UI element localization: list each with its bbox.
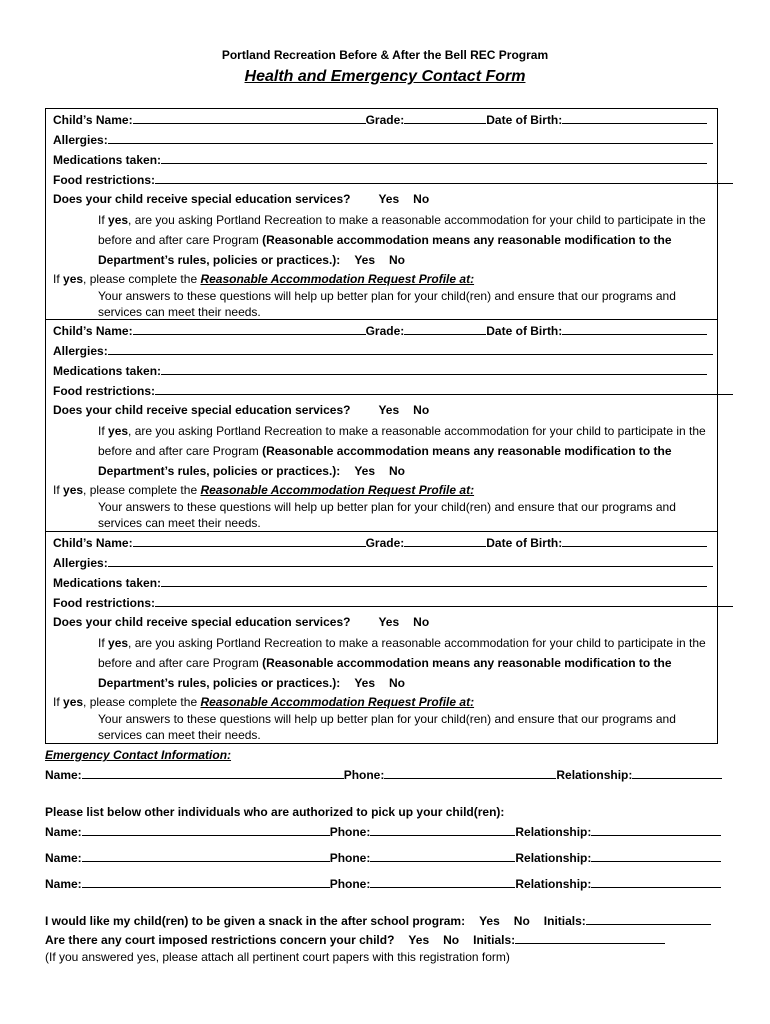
accommodation-yes-word: yes: [108, 213, 129, 227]
profile-link[interactable]: Reasonable Accommodation Request Profile at:: [200, 272, 475, 286]
profile-if: If: [53, 695, 64, 709]
grade-label: Grade:: [365, 536, 405, 550]
food-label: Food restrictions:: [53, 384, 156, 398]
dob-label: Date of Birth:: [486, 324, 563, 338]
accommodation-question: [98, 210, 708, 270]
child-name-label: Child’s Name:: [53, 113, 133, 127]
court-note: (If you answered yes, please attach all pertinent court papers with this registration form): [45, 950, 510, 964]
medications-label: Medications taken:: [53, 153, 162, 167]
medications-row: [53, 363, 707, 378]
child-name-label: Child’s Name:: [53, 536, 133, 550]
answers-note: Your answers to these questions will help up better plan for your child(ren) and ensure that our programs and services can meet their needs.: [98, 712, 676, 742]
authorized-name-field[interactable]: [82, 824, 330, 836]
snack-row: [45, 913, 711, 928]
accommodation-yes-option[interactable]: Yes: [354, 676, 376, 690]
medications-row: [53, 152, 707, 167]
snack-initials-field[interactable]: [586, 913, 711, 925]
child-info-block: [45, 532, 718, 744]
snack-question: I would like my child(ren) to be given a snack in the after school program:: [45, 914, 466, 928]
accommodation-text: , are you asking Portland Recreation to make a reasonable accommodation for your child to participate in the before and after care Program: [98, 213, 706, 247]
profile-if: If: [53, 483, 64, 497]
dob-label: Date of Birth:: [486, 536, 563, 550]
medications-row: [53, 575, 707, 590]
profile-link[interactable]: Reasonable Accommodation Request Profile at:: [200, 483, 475, 497]
authorized-relationship-label: Relationship:: [515, 877, 592, 891]
authorized-relationship-field[interactable]: [591, 850, 721, 862]
authorized-name-label: Name:: [45, 851, 82, 865]
emergency-phone-field[interactable]: [384, 767, 556, 779]
allergies-field[interactable]: [108, 343, 713, 355]
court-yes-option[interactable]: Yes: [408, 933, 430, 947]
profile-link[interactable]: Reasonable Accommodation Request Profile at:: [200, 695, 475, 709]
sped-no-option[interactable]: No: [413, 615, 430, 629]
emergency-name-field[interactable]: [82, 767, 344, 779]
food-row: [53, 172, 733, 187]
grade-field[interactable]: [404, 112, 486, 124]
authorized-relationship-field[interactable]: [591, 824, 721, 836]
sped-yes-option[interactable]: Yes: [378, 615, 400, 629]
accommodation-if: If: [98, 636, 109, 650]
child-name-field[interactable]: [133, 112, 366, 124]
court-no-option[interactable]: No: [443, 933, 460, 947]
sped-row: [53, 403, 429, 417]
dob-field[interactable]: [562, 535, 707, 547]
accommodation-yes-word: yes: [108, 424, 129, 438]
accommodation-text: , are you asking Portland Recreation to make a reasonable accommodation for your child to participate in the before and after care Program: [98, 636, 706, 670]
allergies-row: [53, 343, 713, 358]
sped-question: Does your child receive special education services?: [53, 192, 351, 206]
grade-field[interactable]: [404, 535, 486, 547]
sped-row: [53, 615, 429, 629]
accommodation-yes-word: yes: [108, 636, 129, 650]
child-name-row: [53, 112, 707, 127]
child-name-row: [53, 535, 707, 550]
accommodation-if: If: [98, 213, 109, 227]
emergency-heading: Emergency Contact Information:: [45, 748, 232, 762]
allergies-row: [53, 555, 713, 570]
sped-question: Does your child receive special education services?: [53, 615, 351, 629]
dob-field[interactable]: [562, 112, 707, 124]
court-question: Are there any court imposed restrictions concern your child?: [45, 933, 395, 947]
child-name-row: [53, 323, 707, 338]
sped-no-option[interactable]: No: [413, 192, 430, 206]
profile-yes-word: yes: [63, 272, 84, 286]
allergies-field[interactable]: [108, 555, 713, 567]
accommodation-no-option[interactable]: No: [389, 464, 406, 478]
profile-prefix: , please complete the: [83, 483, 201, 497]
accommodation-definition: (Reasonable accommodation means any reasonable modification to the Department’s rules, policies or practices.):: [98, 656, 672, 690]
allergies-field[interactable]: [108, 132, 713, 144]
authorized-name-label: Name:: [45, 877, 82, 891]
authorized-relationship-field[interactable]: [591, 876, 721, 888]
accommodation-no-option[interactable]: No: [389, 676, 406, 690]
emergency-phone-label: Phone:: [343, 768, 385, 782]
food-field[interactable]: [155, 172, 733, 184]
profile-yes-word: yes: [63, 483, 84, 497]
authorized-name-field[interactable]: [82, 850, 330, 862]
child-name-field[interactable]: [133, 535, 366, 547]
allergies-label: Allergies:: [53, 133, 108, 147]
authorized-phone-field[interactable]: [370, 876, 515, 888]
profile-yes-word: yes: [63, 695, 84, 709]
authorized-name-label: Name:: [45, 825, 82, 839]
child-name-field[interactable]: [133, 323, 366, 335]
food-field[interactable]: [155, 595, 733, 607]
emergency-name-label: Name:: [45, 768, 82, 782]
court-row: [45, 932, 665, 947]
authorized-relationship-label: Relationship:: [515, 825, 592, 839]
authorized-contact-row: [45, 876, 721, 891]
allergies-label: Allergies:: [53, 344, 108, 358]
child-name-label: Child’s Name:: [53, 324, 133, 338]
emergency-contact-row: [45, 767, 722, 782]
authorized-name-field[interactable]: [82, 876, 330, 888]
emergency-relationship-field[interactable]: [632, 767, 722, 779]
grade-field[interactable]: [404, 323, 486, 335]
authorized-heading: Please list below other individuals who are authorized to pick up your child(ren):: [45, 805, 505, 819]
medications-field[interactable]: [161, 363, 707, 375]
medications-label: Medications taken:: [53, 576, 162, 590]
allergies-row: [53, 132, 713, 147]
snack-no-option[interactable]: No: [513, 914, 530, 928]
dob-field[interactable]: [562, 323, 707, 335]
accommodation-yes-option[interactable]: Yes: [354, 464, 376, 478]
authorized-phone-label: Phone:: [329, 877, 371, 891]
profile-prefix: , please complete the: [83, 272, 201, 286]
profile-prefix: , please complete the: [83, 695, 201, 709]
food-label: Food restrictions:: [53, 596, 156, 610]
profile-row: [53, 695, 474, 709]
medications-field[interactable]: [161, 152, 707, 164]
food-field[interactable]: [155, 383, 733, 395]
child-info-block: [45, 320, 718, 532]
accommodation-definition: (Reasonable accommodation means any reasonable modification to the Department’s rules, policies or practices.):: [98, 233, 672, 267]
sped-question: Does your child receive special education services?: [53, 403, 351, 417]
authorized-relationship-label: Relationship:: [515, 851, 592, 865]
form-title: Health and Emergency Contact Form: [244, 68, 526, 85]
accommodation-definition: (Reasonable accommodation means any reasonable modification to the Department’s rules, policies or practices.):: [98, 444, 672, 478]
allergies-label: Allergies:: [53, 556, 108, 570]
snack-initials-label: Initials:: [543, 914, 586, 928]
authorized-contact-row: [45, 850, 721, 865]
court-initials-label: Initials:: [473, 933, 516, 947]
program-title: Portland Recreation Before & After the Bell REC Program: [221, 48, 549, 62]
dob-label: Date of Birth:: [486, 113, 563, 127]
court-initials-field[interactable]: [515, 932, 665, 944]
answers-note: Your answers to these questions will help up better plan for your child(ren) and ensure that our programs and services can meet their needs.: [98, 500, 676, 530]
sped-yes-option[interactable]: Yes: [378, 403, 400, 417]
accommodation-if: If: [98, 424, 109, 438]
food-row: [53, 383, 733, 398]
medications-field[interactable]: [161, 575, 707, 587]
food-row: [53, 595, 733, 610]
accommodation-question: [98, 633, 708, 693]
profile-row: [53, 483, 474, 497]
authorized-phone-label: Phone:: [329, 851, 371, 865]
authorized-phone-field[interactable]: [370, 850, 515, 862]
accommodation-question: [98, 421, 708, 481]
grade-label: Grade:: [365, 113, 405, 127]
accommodation-no-option[interactable]: No: [389, 253, 406, 267]
profile-row: [53, 272, 474, 286]
authorized-contact-row: [45, 824, 721, 839]
authorized-phone-label: Phone:: [329, 825, 371, 839]
sped-row: [53, 192, 429, 206]
accommodation-text: , are you asking Portland Recreation to make a reasonable accommodation for your child to participate in the before and after care Program: [98, 424, 706, 458]
sped-no-option[interactable]: No: [413, 403, 430, 417]
sped-yes-option[interactable]: Yes: [378, 192, 400, 206]
profile-if: If: [53, 272, 64, 286]
snack-yes-option[interactable]: Yes: [479, 914, 500, 928]
authorized-phone-field[interactable]: [370, 824, 515, 836]
grade-label: Grade:: [365, 324, 405, 338]
emergency-relationship-label: Relationship:: [556, 768, 633, 782]
food-label: Food restrictions:: [53, 173, 156, 187]
child-info-block: [45, 108, 718, 320]
answers-note: Your answers to these questions will help up better plan for your child(ren) and ensure that our programs and services can meet their needs.: [98, 289, 676, 319]
medications-label: Medications taken:: [53, 364, 162, 378]
accommodation-yes-option[interactable]: Yes: [354, 253, 376, 267]
